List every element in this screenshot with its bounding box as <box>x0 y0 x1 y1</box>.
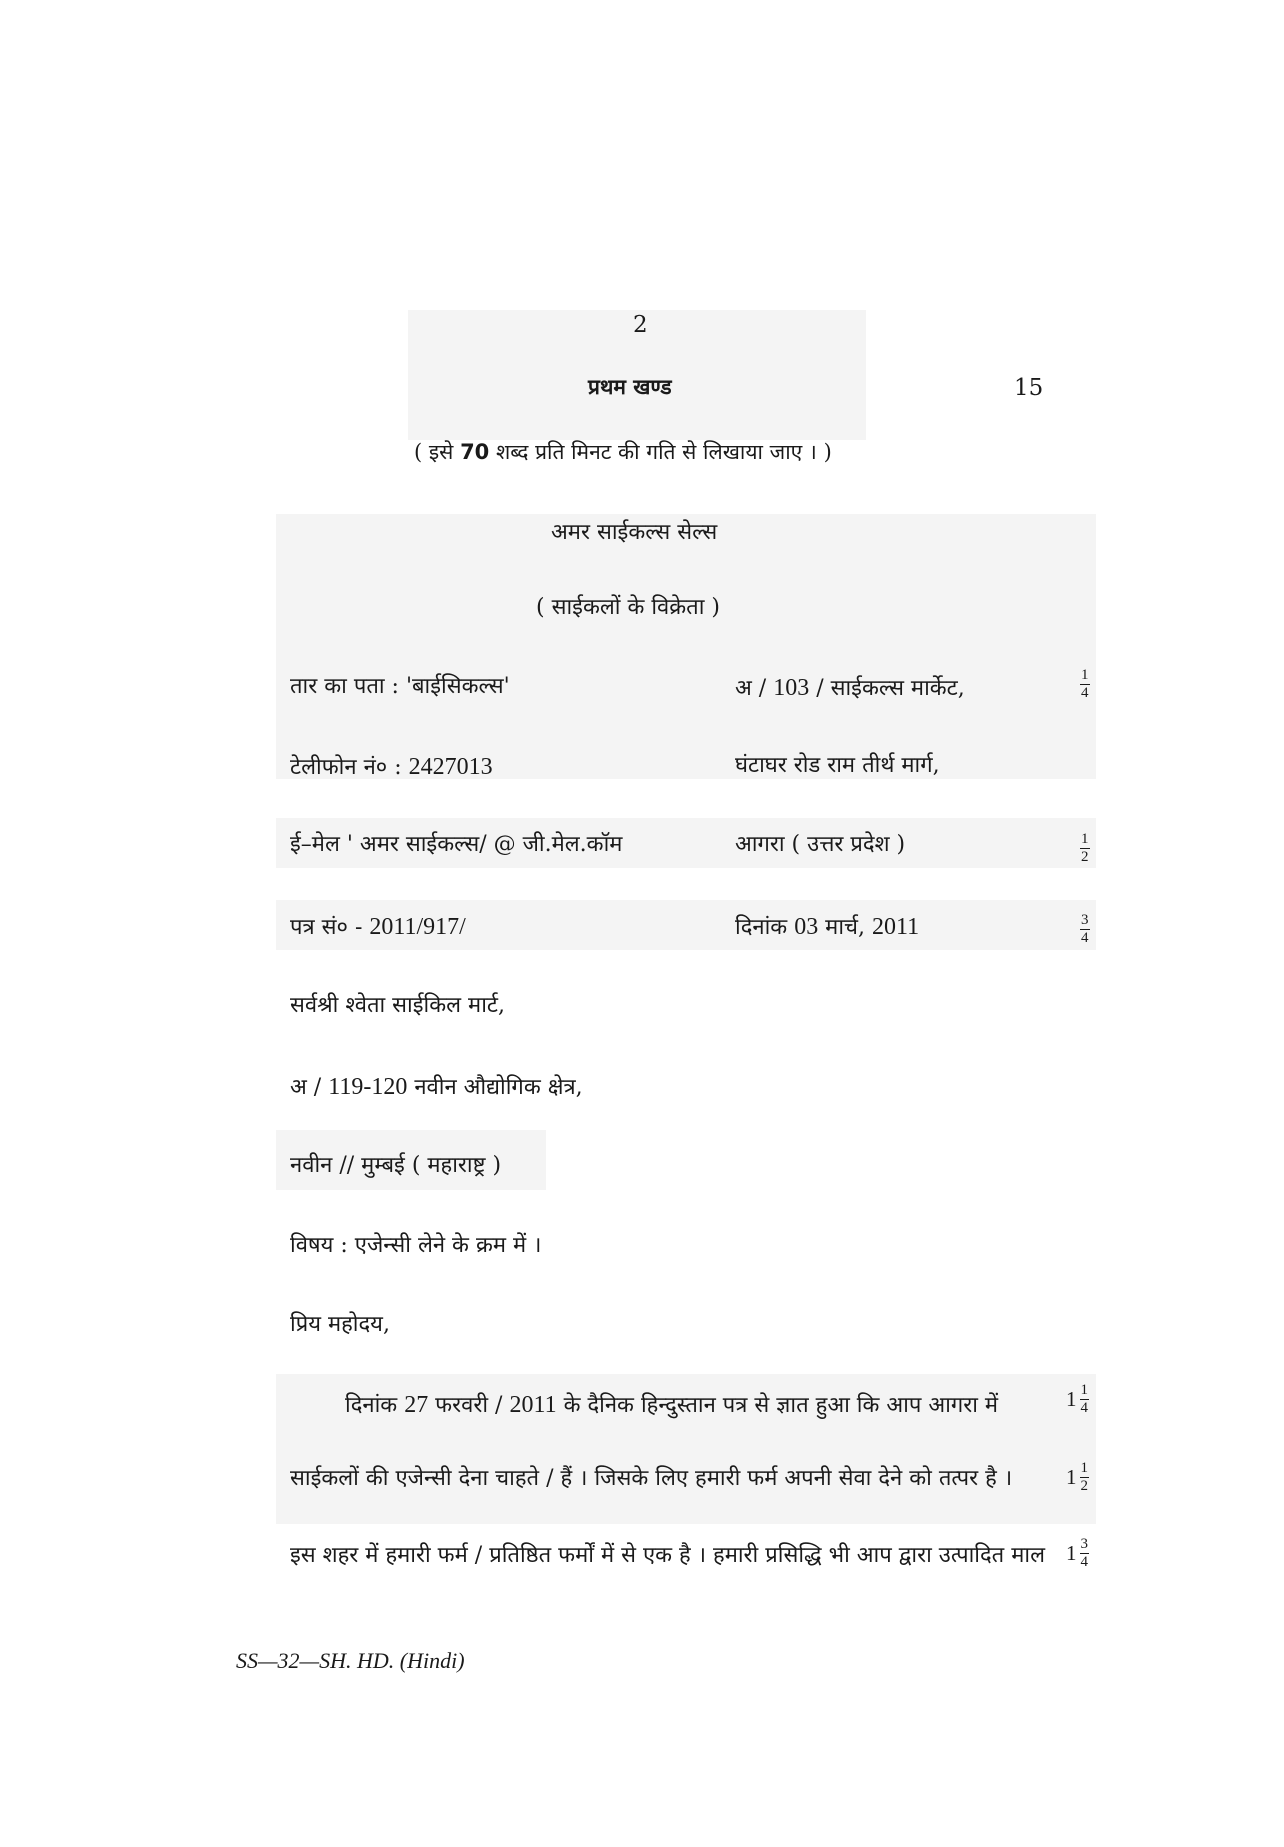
instruction-prefix: ( इसे <box>414 440 461 464</box>
body-line-1-suffix: के दैनिक हिन्दुस्तान पत्र से ज्ञात हुआ कि आप आगरा में <box>556 1393 999 1418</box>
exam-code-footer: SS—32—SH. HD. (Hindi) <box>236 1648 465 1673</box>
company-tagline: ( साईकलों के विक्रेता ) <box>536 595 720 620</box>
letter-number <box>290 915 466 939</box>
telegram-address: तार का पता : 'बाईसिकल्स' <box>290 674 510 699</box>
body-line-3: इस शहर में हमारी फर्म / प्रतिष्ठित फर्मों में से एक है । हमारी प्रसिद्धि भी आप द्वारा उत्पादित माल <box>290 1543 1045 1568</box>
recipient-line-2-suffix: नवीन औद्योगिक क्षेत्र, <box>407 1075 583 1100</box>
recipient-line-2 <box>290 1075 583 1099</box>
address-line-3: आगरा ( उत्तर प्रदेश ) <box>735 832 906 857</box>
margin-mark-one-quarter: 1 $\frac{1}{4}$ <box>1066 1382 1088 1416</box>
letter-number-value: 2011/917/ <box>369 914 466 940</box>
body-line-1-month: फरवरी / <box>428 1393 510 1418</box>
address-line-1 <box>735 676 965 700</box>
body-line-2: साईकलों की एजेन्सी देना चाहते / हैं । जिसके लिए हमारी फर्म अपनी सेवा देने को तत्पर है । <box>290 1466 1013 1491</box>
address-line-1-prefix: अ / <box>735 676 774 701</box>
salutation: प्रिय महोदय, <box>290 1312 390 1337</box>
telephone-label: टेलीफोन नं० : <box>290 755 409 780</box>
section-title: प्रथम खण्ड <box>588 374 672 399</box>
body-line-1-year: 2011 <box>509 1392 557 1418</box>
margin-mark-one-three-quarter: 1 $\frac{3}{4}$ <box>1066 1536 1088 1570</box>
telephone-number: 2427013 <box>408 754 493 780</box>
address-line-1-number: 103 <box>773 675 810 701</box>
dictation-instruction <box>414 442 832 463</box>
letter-subject: विषय : एजेन्सी लेने के क्रम में । <box>290 1233 542 1258</box>
instruction-suffix: शब्द प्रति मिनट की गति से लिखाया जाए । ) <box>489 440 832 464</box>
email-address: ई–मेल ' अमर साईकल्स/ @ जी.मेल.कॉम <box>290 832 623 857</box>
instruction-speed: 70 <box>460 440 490 464</box>
recipient-line-2-number: 119-120 <box>328 1074 408 1100</box>
date-day: 03 <box>794 914 819 940</box>
margin-mark-one-half: 1 $\frac{1}{2}$ <box>1066 1460 1088 1494</box>
recipient-line-1: सर्वश्री श्वेता साईकिल मार्ट, <box>290 993 505 1018</box>
page-number: 2 <box>633 312 648 338</box>
body-line-1 <box>345 1393 998 1417</box>
date-year: 2011 <box>872 914 920 940</box>
telephone <box>290 755 493 779</box>
margin-mark-three-quarter: $\frac{3}{4}$ <box>1081 912 1089 946</box>
date-label: दिनांक <box>735 915 795 940</box>
address-line-2: घंटाघर रोड राम तीर्थ मार्ग, <box>735 753 940 778</box>
section-marks: 15 <box>1014 375 1044 401</box>
letter-date <box>735 915 919 939</box>
address-line-1-suffix: / साईकल्स मार्केट, <box>809 676 965 701</box>
body-line-1-prefix: दिनांक <box>345 1393 405 1418</box>
letter-number-label: पत्र सं० - <box>290 915 370 940</box>
company-name: अमर साईकल्स सेल्स <box>551 520 718 545</box>
recipient-line-3: नवीन // मुम्बई ( महाराष्ट्र ) <box>290 1153 502 1178</box>
scan-shade-letterhead <box>276 514 1096 779</box>
margin-mark-half: $\frac{1}{2}$ <box>1081 831 1089 865</box>
recipient-line-2-prefix: अ / <box>290 1075 329 1100</box>
margin-mark-quarter: $\frac{1}{4}$ <box>1081 667 1089 701</box>
body-line-1-day: 27 <box>404 1392 429 1418</box>
date-month: मार्च, <box>818 915 872 940</box>
